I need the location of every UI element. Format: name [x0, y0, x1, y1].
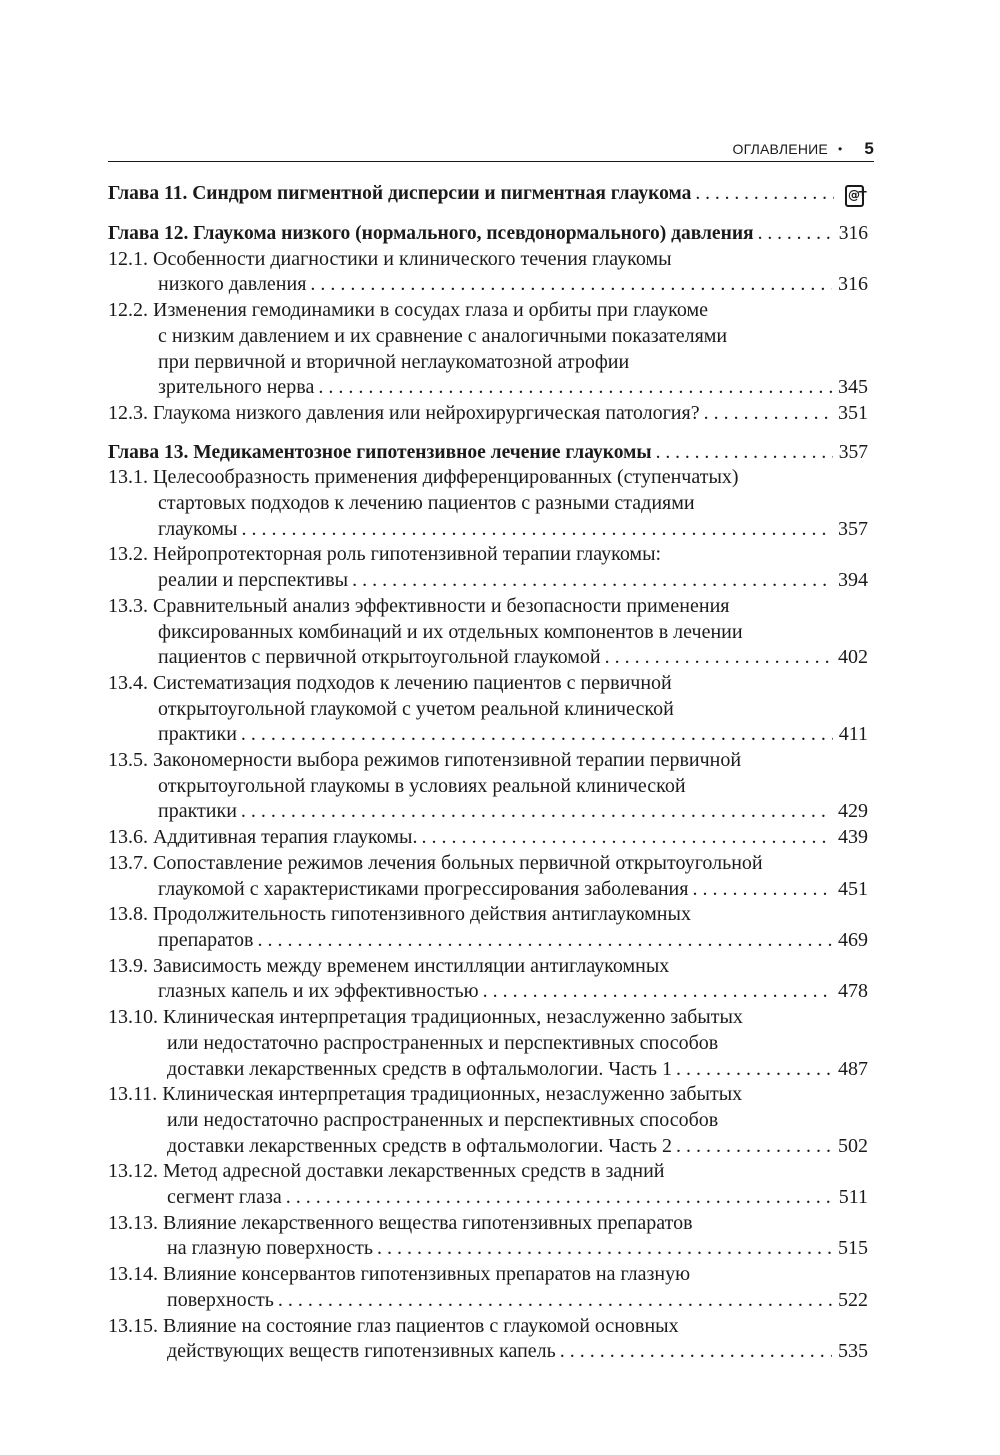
toc-page-number: 345 [838, 376, 868, 399]
toc-page-number: 511 [838, 1186, 868, 1209]
toc-page-number: 478 [838, 980, 868, 1003]
toc-section-text: фиксированных комбинаций и их отдельных компонентов в лечении [158, 620, 743, 643]
leader-dots [758, 221, 833, 247]
toc-section-text: глаукомой с характеристиками прогрессирования заболевания [158, 877, 689, 900]
running-head-bullet: • [837, 142, 843, 156]
toc-chapter-12[interactable] [108, 221, 868, 247]
toc-page-number: 357 [838, 441, 868, 463]
leader-dots [421, 825, 832, 851]
leader-dots [318, 375, 832, 401]
leader-dots [656, 440, 833, 466]
toc-section-13-13[interactable] [108, 1211, 868, 1262]
toc-section-text: 13.14. Влияние консервантов гипотензивных препаратов на глазную [108, 1263, 691, 1286]
toc-section-text: поверхность [167, 1288, 274, 1311]
toc-chapter-13-title: Глава 13. Медикаментозное гипотензивное лечение глаукомы [108, 441, 652, 463]
toc-section-text: стартовых подходов к лечению пациентов с разными стадиями [158, 492, 695, 515]
leader-dots [241, 517, 832, 543]
leader-dots [695, 181, 834, 207]
toc-section-text: 13.7. Сопоставление режимов лечения больных первичной открытоугольной [108, 851, 763, 874]
toc-section-12-2[interactable] [108, 298, 868, 401]
toc-section-text: 13.1. Целесообразность применения дифференцированных (ступенчатых) [108, 466, 739, 489]
leader-dots [241, 799, 832, 825]
header-rule [108, 161, 874, 162]
leader-dots [704, 401, 832, 427]
toc-section-13-5[interactable] [108, 748, 868, 825]
toc-page-number: 316 [838, 223, 868, 244]
toc-section-text: низкого давления [158, 273, 307, 296]
leader-dots [605, 645, 832, 671]
toc-section-text: пациентов с первичной открытоугольной глаукомой [158, 646, 601, 669]
leader-dots [286, 1185, 833, 1211]
leader-dots [257, 928, 832, 954]
toc-section-text: с низким давлением и их сравнение с аналогичными показателями [158, 324, 728, 347]
running-head [108, 137, 874, 161]
toc-section-text: открытоугольной глаукомой с учетом реальной клинической [158, 697, 674, 720]
toc-page-number: 535 [838, 1340, 868, 1363]
toc-section-text: или недостаточно распространенных и перспективных способов [167, 1108, 719, 1131]
toc-section-text: 13.3. Сравнительный анализ эффективности и безопасности применения [108, 594, 730, 617]
leader-dots [676, 1057, 832, 1083]
toc-chapter-11-title: Глава 11. Синдром пигментной дисперсии и пигментная глаукома [108, 183, 692, 204]
table-of-contents [108, 181, 868, 1365]
running-head-title: ОГЛАВЛЕНИЕ [732, 141, 828, 157]
toc-section-13-12[interactable] [108, 1159, 868, 1210]
leader-dots [352, 568, 832, 594]
toc-section-text: 13.6. Аддитивная терапия глаукомы. [108, 826, 418, 849]
leader-dots [560, 1339, 832, 1365]
toc-page-number: 411 [838, 723, 868, 746]
toc-chapter-12-title: Глава 12. Глаукома низкого (нормального, псевдонормального) давления [108, 223, 754, 244]
toc-section-text: доставки лекарственных средств в офтальмологии. Часть 2 [167, 1134, 672, 1157]
toc-section-text: сегмент глаза [167, 1186, 282, 1209]
toc-section-text: 13.11. Клиническая интерпретация традиционных, незаслуженно забытых [108, 1083, 743, 1106]
toc-section-text: 13.13. Влияние лекарственного вещества гипотензивных препаратов [108, 1211, 693, 1234]
toc-page-number: 487 [838, 1057, 868, 1080]
toc-section-text: открытоугольной глаукомы в условиях реальной клинической [158, 774, 686, 797]
leader-dots [676, 1134, 832, 1160]
toc-chapter-11[interactable] [108, 181, 868, 208]
toc-section-text: практики [158, 800, 237, 823]
leader-dots [692, 877, 832, 903]
toc-section-text: 13.12. Метод адресной доставки лекарственных средств в задний [108, 1160, 665, 1183]
toc-section-13-11[interactable] [108, 1082, 868, 1159]
toc-page-number: 394 [838, 569, 868, 592]
toc-chapter-13[interactable] [108, 440, 868, 466]
toc-page-number: 316 [838, 273, 868, 296]
toc-section-13-15[interactable] [108, 1314, 868, 1365]
leader-dots [241, 722, 833, 748]
toc-section-text: глазных капель и их эффективностью [158, 980, 479, 1003]
toc-section-text: 13.15. Влияние на состояние глаз пациентов с глаукомой основных [108, 1314, 679, 1337]
page-number: 5 [864, 139, 874, 158]
toc-section-text: реалии и перспективы [158, 569, 349, 592]
toc-section-text: препаратов [158, 928, 254, 951]
toc-section-text: 12.2. Изменения гемодинамики в сосудах глаза и орбиты при глаукоме [108, 299, 709, 322]
toc-section-text: глаукомы [158, 517, 238, 540]
toc-section-12-1[interactable] [108, 247, 868, 298]
toc-section-text: практики [158, 723, 237, 746]
toc-section-13-7[interactable] [108, 851, 868, 902]
leader-dots [278, 1288, 832, 1314]
toc-page-number: 522 [838, 1288, 868, 1311]
toc-section-13-3[interactable] [108, 594, 868, 671]
toc-page-number: 351 [838, 401, 868, 424]
toc-section-text: 13.10. Клиническая интерпретация традиционных, незаслуженно забытых [108, 1006, 743, 1029]
toc-section-text: действующих веществ гипотензивных капель [167, 1340, 556, 1363]
toc-page-number: 515 [838, 1237, 868, 1260]
toc-section-text: доставки лекарственных средств в офтальмологии. Часть 1 [167, 1057, 672, 1080]
toc-section-text: 13.9. Зависимость между временем инстилляции антиглаукомных [108, 954, 670, 977]
toc-page-number: 402 [838, 646, 868, 669]
toc-page-number: 439 [838, 826, 868, 849]
leader-dots [377, 1236, 832, 1262]
toc-section-text: 13.2. Нейропротекторная роль гипотензивной терапии глаукомы: [108, 543, 662, 566]
toc-section-13-2[interactable] [108, 542, 868, 593]
toc-section-text: на глазную поверхность [167, 1237, 374, 1260]
leader-dots [310, 272, 832, 298]
toc-section-13-1[interactable] [108, 465, 868, 542]
toc-section-text: 13.8. Продолжительность гипотензивного действия антиглаукомных [108, 903, 691, 926]
toc-section-text: 13.5. Закономерности выбора режимов гипотензивной терапии первичной [108, 749, 742, 772]
toc-section-text: 13.4. Систематизация подходов к лечению пациентов с первичной [108, 671, 672, 694]
toc-section-13-6[interactable] [108, 825, 868, 851]
toc-section-text: при первичной и вторичной неглаукоматозной атрофии [158, 350, 630, 373]
toc-section-13-10[interactable] [108, 1005, 868, 1082]
toc-section-text: 12.1. Особенности диагностики и клинического течения глаукомы [108, 247, 672, 270]
toc-section-13-9[interactable] [108, 954, 868, 1005]
online-material-icon[interactable]: @ + [840, 184, 868, 208]
toc-section-text: 12.3. Глаукома низкого давления или нейрохирургическая патология? [108, 401, 700, 424]
toc-page-number: 469 [838, 928, 868, 951]
toc-section-text: или недостаточно распространенных и перспективных способов [167, 1031, 719, 1054]
leader-dots [483, 979, 832, 1005]
toc-page-number: 429 [838, 800, 868, 823]
toc-section-13-14[interactable] [108, 1262, 868, 1313]
toc-section-12-3[interactable] [108, 401, 868, 427]
toc-page-number: 451 [838, 877, 868, 900]
toc-section-13-4[interactable] [108, 671, 868, 748]
toc-section-text: зрительного нерва [158, 376, 315, 399]
toc-page-number: 502 [838, 1134, 868, 1157]
toc-page-number: 357 [838, 517, 868, 540]
toc-section-13-8[interactable] [108, 902, 868, 953]
